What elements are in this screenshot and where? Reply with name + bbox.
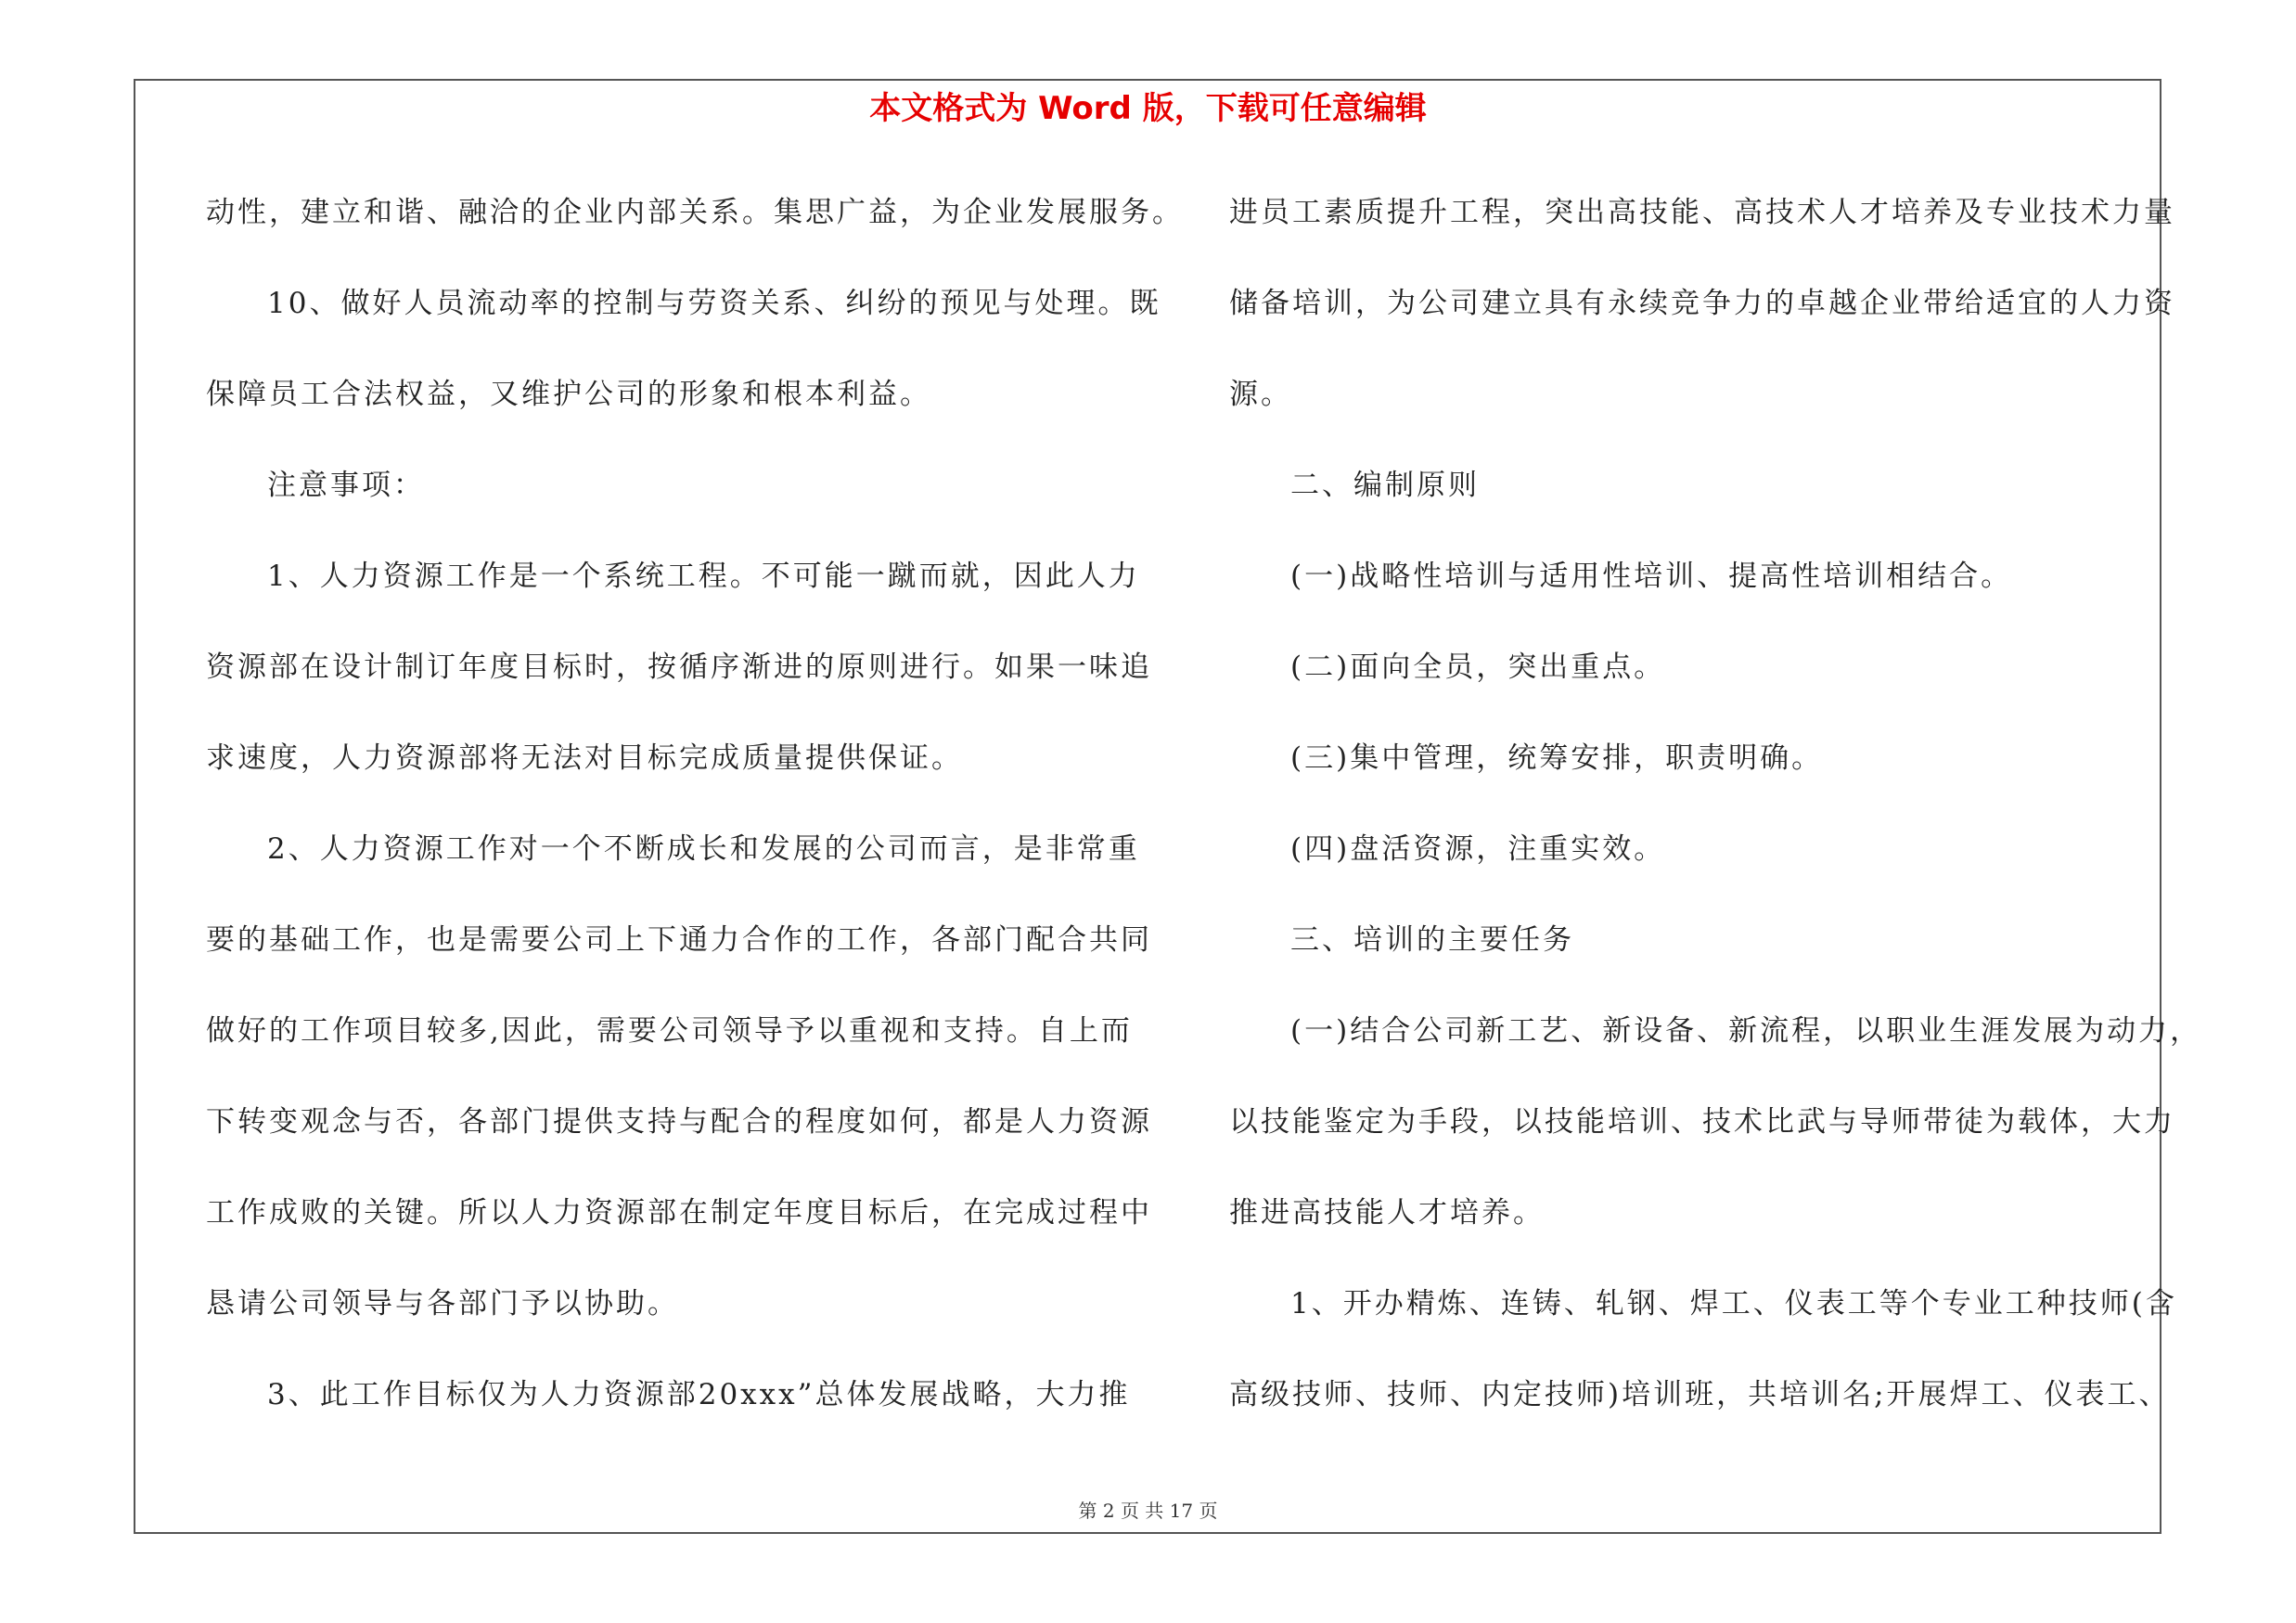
paragraph-line: (四)盘活资源，注重实效。	[1290, 832, 1666, 866]
left-column	[206, 167, 1184, 1440]
section-heading: 三、培训的主要任务	[1290, 923, 1574, 957]
paragraph-line: 源。	[1229, 378, 1292, 411]
word-format-banner: 本文格式为 Word 版，下载可任意编辑	[869, 90, 1427, 127]
paragraph-line: 1、开办精炼、连铸、轧钢、焊工、仪表工等个专业工种技师(含	[1290, 1287, 2177, 1320]
section-heading: 注意事项：	[267, 469, 425, 502]
paragraph-line: 3、此工作目标仅为人力资源部20xxx”总体发展战略，大力推	[267, 1378, 1131, 1411]
paragraph-line: 进员工素质提升工程，突出高技能、高技术人才培养及专业技术力量	[1229, 196, 2175, 229]
paragraph-line: 要的基础工作，也是需要公司上下通力合作的工作，各部门配合共同	[206, 923, 1152, 957]
paragraph-line: 恳请公司领导与各部门予以协助。	[206, 1287, 679, 1320]
paragraph-line: 推进高技能人才培养。	[1229, 1196, 1545, 1230]
paragraph-line: 保障员工合法权益，又维护公司的形象和根本利益。	[206, 378, 931, 411]
page-number-footer: 第 2 页 共 17 页	[1078, 1500, 1218, 1522]
paragraph-line: 10、做好人员流动率的控制与劳资关系、纠纷的预见与处理。既	[267, 287, 1161, 320]
paragraph-line: 做好的工作项目较多,因此，需要公司领导予以重视和支持。自上而	[206, 1014, 1133, 1048]
paragraph-line: 下转变观念与否，各部门提供支持与配合的程度如何，都是人力资源	[206, 1105, 1152, 1139]
paragraph-line: 储备培训，为公司建立具有永续竞争力的卓越企业带给适宜的人力资	[1229, 287, 2175, 320]
paragraph-line: 2、人力资源工作对一个不断成长和发展的公司而言，是非常重	[267, 832, 1140, 866]
paragraph-line: (三)集中管理，统筹安排，职责明确。	[1290, 741, 1824, 775]
paragraph-line: (二)面向全员，突出重点。	[1290, 650, 1666, 684]
paragraph-line: 以技能鉴定为手段，以技能培训、技术比武与导师带徒为载体，大力	[1229, 1105, 2175, 1139]
paragraph-line: 高级技师、技师、内定技师)培训班，共培训名;开展焊工、仪表工、	[1229, 1378, 2171, 1411]
section-heading: 二、编制原则	[1290, 469, 1480, 502]
right-column	[1229, 167, 2202, 1440]
paragraph-line: 资源部在设计制订年度目标时，按循序渐进的原则进行。如果一味追	[206, 650, 1152, 684]
paragraph-line: (一)战略性培训与适用性培训、提高性培训相结合。	[1290, 560, 2013, 593]
paragraph-line: 求速度，人力资源部将无法对目标完成质量提供保证。	[206, 741, 963, 775]
paragraph-line: 动性，建立和谐、融洽的企业内部关系。集思广益，为企业发展服务。	[206, 196, 1184, 229]
paragraph-line: (一)结合公司新工艺、新设备、新流程，以职业生涯发展为动力，	[1290, 1014, 2202, 1048]
paragraph-line: 1、人力资源工作是一个系统工程。不可能一蹴而就，因此人力	[267, 560, 1140, 593]
paragraph-line: 工作成败的关键。所以人力资源部在制定年度目标后，在完成过程中	[206, 1196, 1152, 1230]
